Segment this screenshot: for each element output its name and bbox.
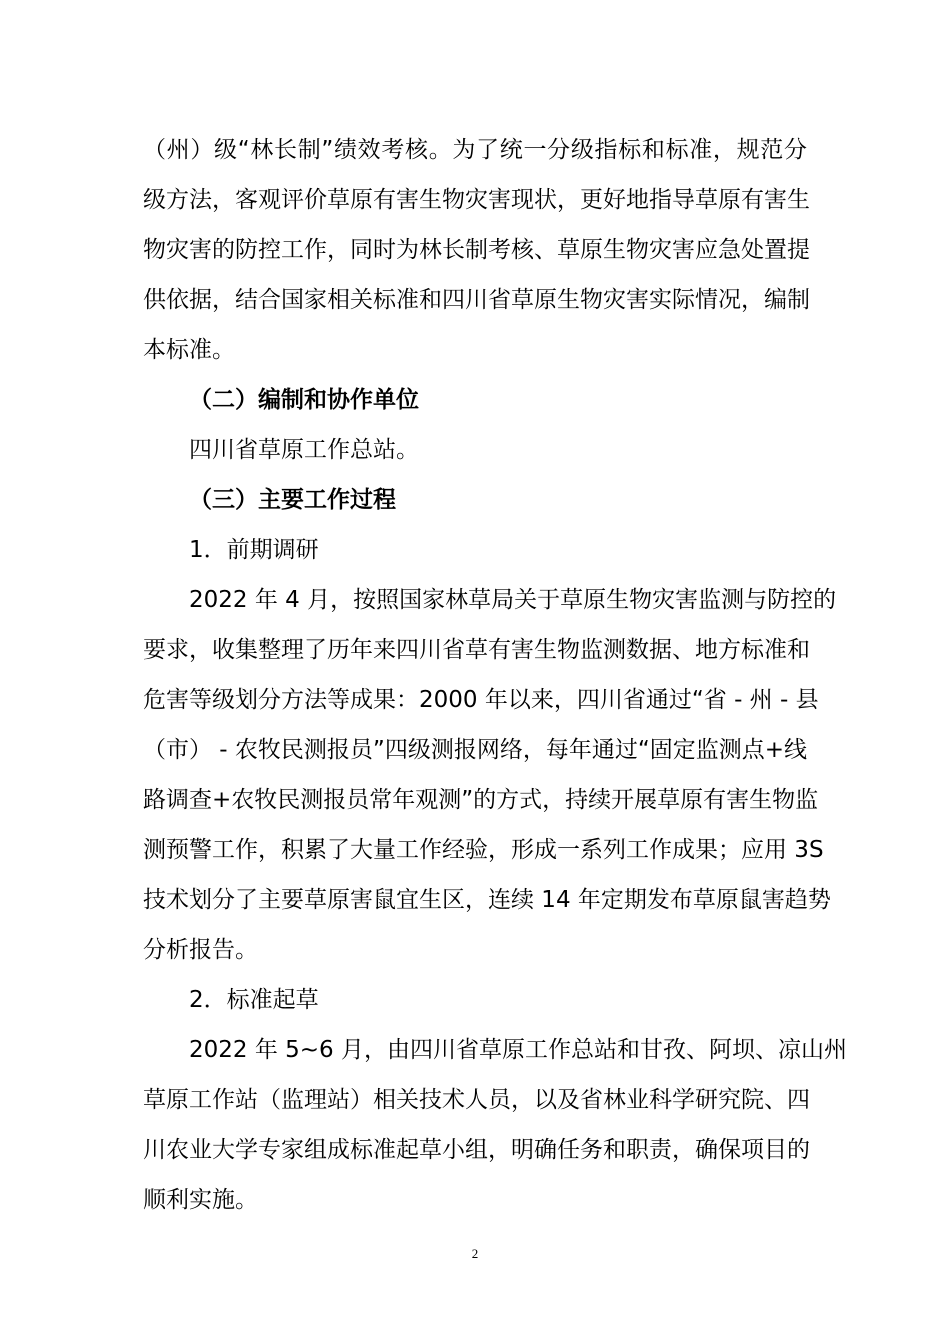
paragraph-line: 2022 年 5~6 月，由四川省草原工作总站和甘孜、阿坝、凉山州 [189, 1037, 848, 1063]
paragraph-line: 路调查+农牧民测报员常年观测”的方式，持续开展草原有害生物监 [143, 787, 819, 813]
paragraph-line: 级方法，客观评价草原有害生物灾害现状，更好地指导草原有害生 [143, 187, 810, 213]
subsection-heading-1: 1．前期调研 [189, 537, 319, 563]
paragraph-line: （市） - 农牧民测报员”四级测报网络，每年通过“固定监测点+线 [143, 737, 808, 763]
paragraph-line: 供依据，结合国家相关标准和四川省草原生物灾害实际情况，编制 [143, 287, 810, 313]
paragraph-line: 四川省草原工作总站。 [189, 437, 419, 463]
paragraph-line: 测预警工作，积累了大量工作经验，形成一系列工作成果；应用 3S [143, 837, 824, 863]
section-heading-3: （三）主要工作过程 [189, 487, 396, 513]
paragraph-line: 顺利实施。 [143, 1187, 258, 1213]
paragraph-line: 要求，收集整理了历年来四川省草有害生物监测数据、地方标准和 [143, 637, 810, 663]
subsection-heading-2: 2．标准起草 [189, 987, 319, 1013]
page-number: 2 [471, 1246, 479, 1261]
paragraph-line: 草原工作站（监理站）相关技术人员，以及省林业科学研究院、四 [143, 1087, 810, 1113]
section-heading-2: （二）编制和协作单位 [189, 387, 419, 413]
paragraph-line: 川农业大学专家组成标准起草小组，明确任务和职责，确保项目的 [143, 1137, 810, 1163]
paragraph-line: 2022 年 4 月，按照国家林草局关于草原生物灾害监测与防控的 [189, 587, 837, 613]
paragraph-line: 危害等级划分方法等成果：2000 年以来，四川省通过“省 - 州 - 县 [143, 687, 819, 713]
paragraph-line: 本标准。 [143, 337, 235, 363]
paragraph-line: 技术划分了主要草原害鼠宜生区，连续 14 年定期发布草原鼠害趋势 [143, 887, 831, 913]
paragraph-line: 分析报告。 [143, 937, 258, 963]
paragraph-line: （州）级“林长制”绩效考核。为了统一分级指标和标准，规范分 [143, 137, 807, 163]
paragraph-line: 物灾害的防控工作，同时为林长制考核、草原生物灾害应急处置提 [143, 237, 810, 263]
